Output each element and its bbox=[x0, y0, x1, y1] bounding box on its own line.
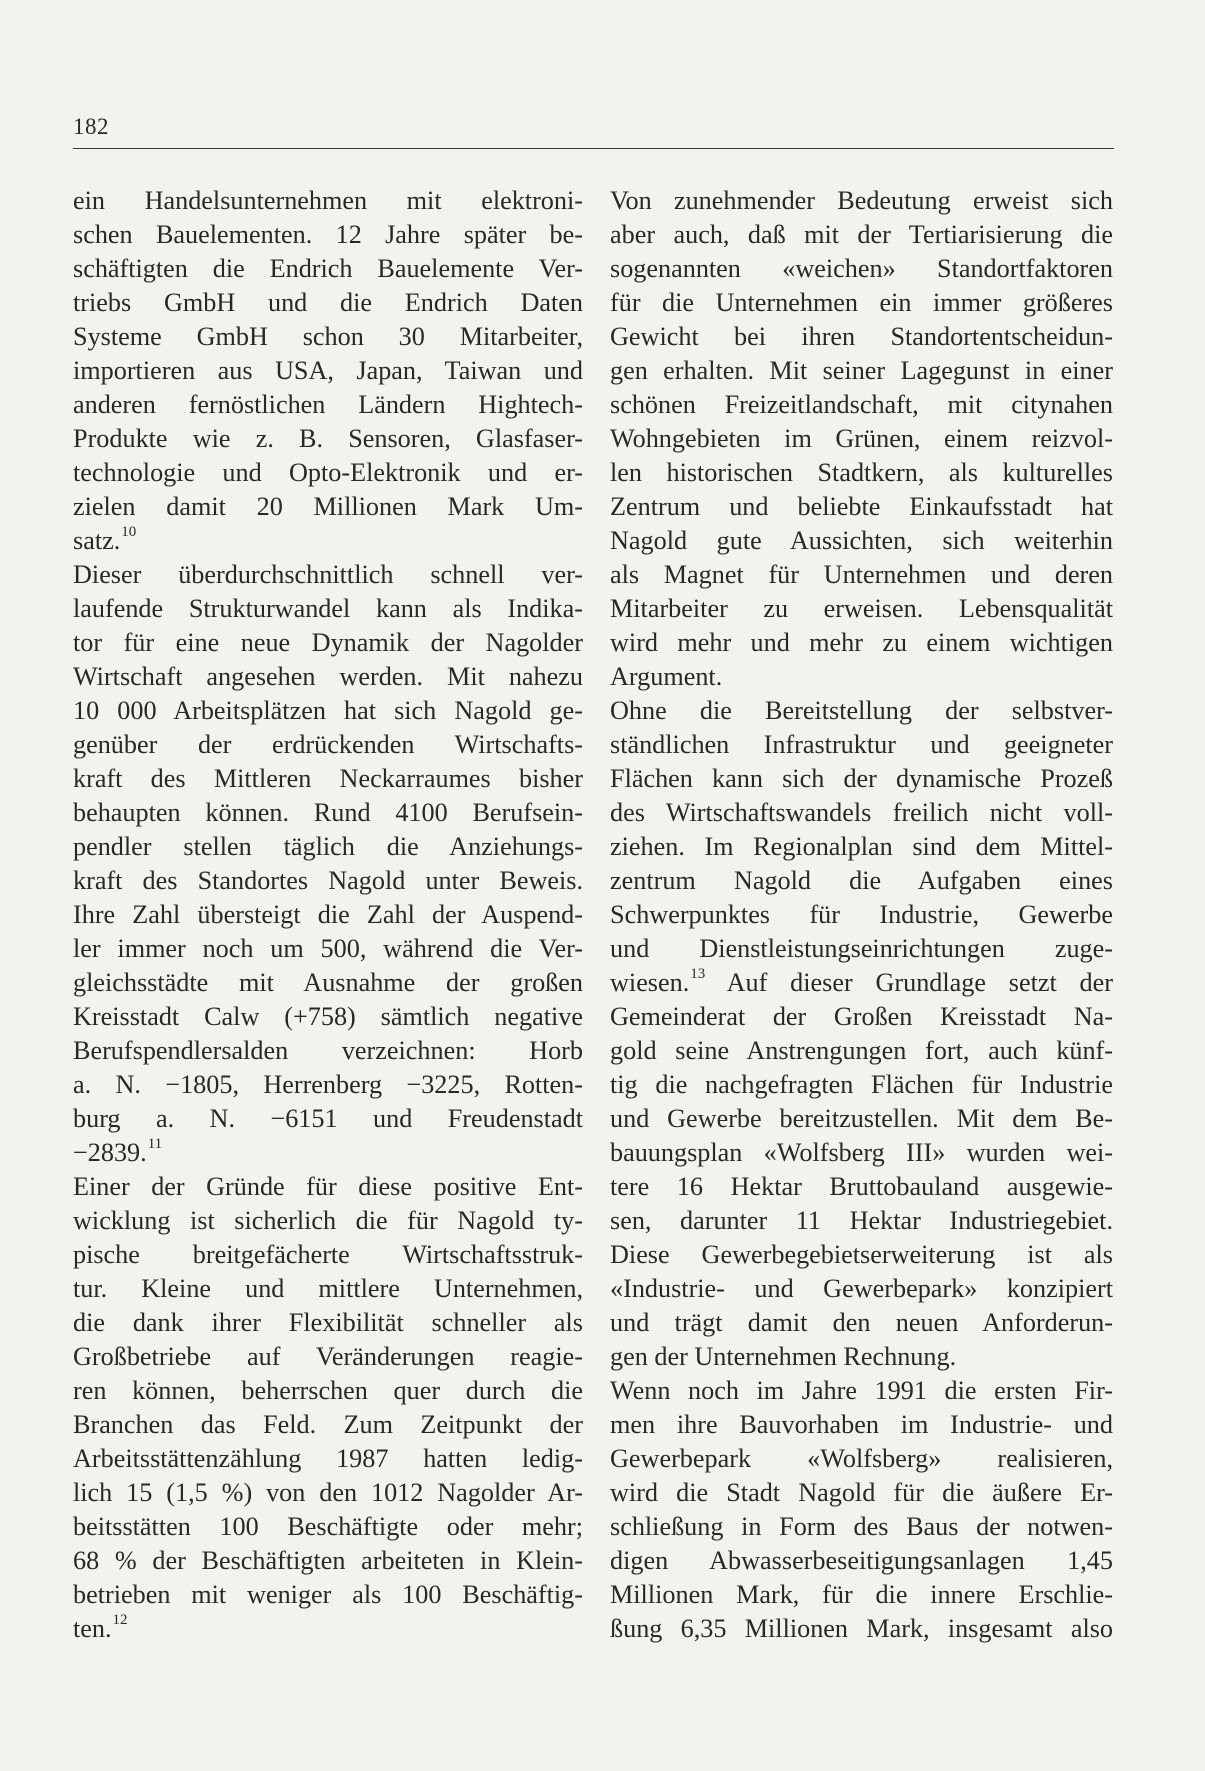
text-line-content: betrieben mit weniger als 100 Beschäftig- bbox=[73, 1580, 583, 1609]
text-line-content: −2839. bbox=[73, 1138, 147, 1167]
text-line bbox=[610, 184, 1113, 218]
text-line bbox=[73, 592, 583, 626]
text-line-content: die dank ihrer Flexibilität schneller als bbox=[73, 1308, 583, 1337]
text-line bbox=[73, 286, 583, 320]
text-line-content: genüber der erdrückenden Wirtschafts- bbox=[73, 730, 583, 759]
left-text-column bbox=[73, 184, 583, 1646]
text-line-content: kraft des Mittleren Neckarraumes bisher bbox=[73, 764, 583, 793]
text-line-content: schäftigten die Endrich Bauelemente Ver- bbox=[73, 254, 583, 283]
text-line bbox=[73, 694, 583, 728]
text-line-content: Produkte wie z. B. Sensoren, Glasfaser- bbox=[73, 424, 583, 453]
text-line bbox=[73, 1408, 583, 1442]
text-line-content: anderen fernöstlichen Ländern Hightech- bbox=[73, 390, 583, 419]
text-line-content: kraft des Standortes Nagold unter Beweis. bbox=[73, 866, 583, 895]
text-line-content: digen Abwasserbeseitigungsanlagen 1,45 bbox=[610, 1546, 1113, 1575]
text-line-content: Gewerbepark «Wolfsberg» realisieren, bbox=[610, 1444, 1113, 1473]
text-line-content: wird die Stadt Nagold für die äußere Er- bbox=[610, 1478, 1113, 1507]
text-line bbox=[610, 830, 1113, 864]
text-line-content: sen, darunter 11 Hektar Industriegebiet. bbox=[610, 1206, 1113, 1235]
text-line-content: triebs GmbH und die Endrich Daten bbox=[73, 288, 583, 317]
text-line-content: Von zunehmender Bedeutung erweist sich bbox=[610, 186, 1113, 215]
text-line bbox=[610, 626, 1113, 660]
text-line-content: wird mehr und mehr zu einem wichtigen bbox=[610, 628, 1113, 657]
text-line-content: Kreisstadt Calw (+758) sämtlich negative bbox=[73, 1002, 583, 1031]
text-line bbox=[610, 490, 1113, 524]
text-line-content: als Magnet für Unternehmen und deren bbox=[610, 560, 1113, 589]
text-line bbox=[610, 1340, 1113, 1374]
text-line bbox=[73, 1102, 583, 1136]
text-line bbox=[610, 1272, 1113, 1306]
footnote-marker: 10 bbox=[121, 524, 137, 540]
text-line bbox=[610, 524, 1113, 558]
text-line bbox=[73, 1442, 583, 1476]
text-line bbox=[73, 524, 583, 558]
text-line bbox=[73, 456, 583, 490]
text-line bbox=[610, 1000, 1113, 1034]
text-line bbox=[610, 1476, 1113, 1510]
text-line-content: gen der Unternehmen Rechnung. bbox=[610, 1342, 957, 1371]
text-line-content: Einer der Gründe für diese positive Ent- bbox=[73, 1172, 583, 1201]
text-line-content: tig die nachgefragten Flächen für Industrie bbox=[610, 1070, 1113, 1099]
text-line bbox=[73, 320, 583, 354]
text-line-content: für die Unternehmen ein immer größeres bbox=[610, 288, 1113, 317]
text-line-content: Wohngebieten im Grünen, einem reizvol- bbox=[610, 424, 1113, 453]
text-line bbox=[73, 1000, 583, 1034]
text-line-content: behaupten können. Rund 4100 Berufsein- bbox=[73, 798, 583, 827]
text-line bbox=[73, 966, 583, 1000]
text-line bbox=[73, 1340, 583, 1374]
text-line-content: ein Handelsunternehmen mit elektroni- bbox=[73, 186, 583, 215]
text-line-content: und Gewerbe bereitzustellen. Mit dem Be- bbox=[610, 1104, 1113, 1133]
text-line-content: pendler stellen täglich die Anziehungs- bbox=[73, 832, 583, 861]
text-line bbox=[610, 1102, 1113, 1136]
text-line-content: ßung 6,35 Millionen Mark, insgesamt also bbox=[610, 1614, 1113, 1643]
text-line-content: gleichsstädte mit Ausnahme der großen bbox=[73, 968, 583, 997]
header-rule bbox=[73, 148, 1114, 149]
text-line bbox=[73, 218, 583, 252]
text-line-content: Branchen das Feld. Zum Zeitpunkt der bbox=[73, 1410, 583, 1439]
text-line bbox=[73, 1034, 583, 1068]
text-line-content: beitsstätten 100 Beschäftigte oder mehr; bbox=[73, 1512, 583, 1541]
text-line bbox=[73, 422, 583, 456]
text-line-content: und Dienstleistungseinrichtungen zuge- bbox=[610, 934, 1113, 963]
text-line-content: Argument. bbox=[610, 662, 723, 691]
text-line bbox=[73, 1544, 583, 1578]
text-line bbox=[610, 1612, 1113, 1646]
text-line bbox=[610, 422, 1113, 456]
text-line-content: Berufspendlersalden verzeichnen: Horb bbox=[73, 1036, 583, 1065]
text-line-content: ren können, beherrschen quer durch die bbox=[73, 1376, 583, 1405]
text-line bbox=[73, 864, 583, 898]
text-line bbox=[610, 354, 1113, 388]
text-line-content: Wenn noch im Jahre 1991 die ersten Fir- bbox=[610, 1376, 1113, 1405]
text-line bbox=[610, 1374, 1113, 1408]
text-line bbox=[610, 864, 1113, 898]
text-line-content: 10 000 Arbeitsplätzen hat sich Nagold ge- bbox=[73, 696, 583, 725]
text-line bbox=[610, 1068, 1113, 1102]
text-line bbox=[610, 898, 1113, 932]
text-line-content: zielen damit 20 Millionen Mark Um- bbox=[73, 492, 583, 521]
text-line bbox=[610, 456, 1113, 490]
text-line bbox=[73, 1204, 583, 1238]
text-line-content: Ihre Zahl übersteigt die Zahl der Auspend- bbox=[73, 900, 583, 929]
text-line bbox=[610, 558, 1113, 592]
text-line bbox=[610, 694, 1113, 728]
text-line-content: a. N. −1805, Herrenberg −3225, Rotten- bbox=[73, 1070, 583, 1099]
text-line bbox=[73, 1578, 583, 1612]
text-line-content: 68 % der Beschäftigten arbeiteten in Klein- bbox=[73, 1546, 583, 1575]
text-line bbox=[610, 1408, 1113, 1442]
text-line bbox=[73, 762, 583, 796]
page-number: 182 bbox=[73, 114, 109, 139]
text-line-content: Millionen Mark, für die innere Erschlie- bbox=[610, 1580, 1113, 1609]
text-line bbox=[73, 932, 583, 966]
text-line bbox=[610, 1238, 1113, 1272]
right-text-column bbox=[610, 184, 1113, 1646]
text-line bbox=[73, 1272, 583, 1306]
text-line-content: gold seine Anstrengungen fort, auch künf- bbox=[610, 1036, 1113, 1065]
text-line-content: Zentrum und beliebte Einkaufsstadt hat bbox=[610, 492, 1113, 521]
text-line bbox=[73, 184, 583, 218]
text-line-content: tor für eine neue Dynamik der Nagolder bbox=[73, 628, 583, 657]
text-line bbox=[73, 728, 583, 762]
text-line bbox=[610, 320, 1113, 354]
text-line bbox=[610, 1544, 1113, 1578]
text-line-content: Wirtschaft angesehen werden. Mit nahezu bbox=[73, 662, 583, 691]
text-line-content: men ihre Bauvorhaben im Industrie- und bbox=[610, 1410, 1113, 1439]
text-line-content: ziehen. Im Regionalplan sind dem Mittel- bbox=[610, 832, 1113, 861]
text-line-content: burg a. N. −6151 und Freudenstadt bbox=[73, 1104, 583, 1133]
text-line-content: ten. bbox=[73, 1614, 112, 1643]
text-line bbox=[73, 558, 583, 592]
text-line-content: schen Bauelementen. 12 Jahre später be- bbox=[73, 220, 583, 249]
text-line bbox=[610, 1510, 1113, 1544]
text-line bbox=[73, 1170, 583, 1204]
text-line-content: technologie und Opto-Elektronik und er- bbox=[73, 458, 583, 487]
text-line bbox=[610, 218, 1113, 252]
text-line-content: aber auch, daß mit der Tertiarisierung die bbox=[610, 220, 1113, 249]
footnote-marker: 11 bbox=[147, 1136, 163, 1152]
text-line bbox=[610, 762, 1113, 796]
text-line bbox=[73, 660, 583, 694]
text-line-content: «Industrie- und Gewerbepark» konzipiert bbox=[610, 1274, 1113, 1303]
text-line bbox=[610, 796, 1113, 830]
text-line-content: lich 15 (1,5 %) von den 1012 Nagolder Ar- bbox=[73, 1478, 583, 1507]
text-line bbox=[73, 898, 583, 932]
text-line-content: Nagold gute Aussichten, sich weiterhin bbox=[610, 526, 1113, 555]
text-line-content: Ohne die Bereitstellung der selbstver- bbox=[610, 696, 1113, 725]
text-line bbox=[73, 1136, 583, 1170]
text-line bbox=[73, 252, 583, 286]
text-line bbox=[73, 626, 583, 660]
text-line bbox=[610, 1578, 1113, 1612]
text-line-content: ler immer noch um 500, während die Ver- bbox=[73, 934, 583, 963]
text-line-content: Diese Gewerbegebietserweiterung ist als bbox=[610, 1240, 1113, 1269]
text-line-content: Arbeitsstättenzählung 1987 hatten ledig- bbox=[73, 1444, 583, 1473]
text-line-content: zentrum Nagold die Aufgaben eines bbox=[610, 866, 1113, 895]
footnote-marker: 13 bbox=[690, 966, 706, 982]
text-line-content: sogenannten «weichen» Standortfaktoren bbox=[610, 254, 1113, 283]
text-line-content: Systeme GmbH schon 30 Mitarbeiter, bbox=[73, 322, 583, 351]
text-line-content: importieren aus USA, Japan, Taiwan und bbox=[73, 356, 583, 385]
text-line-content: gen erhalten. Mit seiner Lagegunst in einer bbox=[610, 356, 1113, 385]
text-line-content: Schwerpunktes für Industrie, Gewerbe bbox=[610, 900, 1113, 929]
text-line bbox=[73, 1510, 583, 1544]
text-line bbox=[73, 796, 583, 830]
text-line bbox=[610, 1170, 1113, 1204]
text-line bbox=[73, 388, 583, 422]
text-line-content: bauungsplan «Wolfsberg III» wurden wei- bbox=[610, 1138, 1113, 1167]
text-line-content: len historischen Stadtkern, als kulturelles bbox=[610, 458, 1113, 487]
text-line bbox=[610, 1204, 1113, 1238]
text-line bbox=[73, 1612, 583, 1646]
text-line-continuation: Auf dieser Grundlage setzt der bbox=[705, 968, 1113, 997]
text-line bbox=[73, 1306, 583, 1340]
text-line bbox=[610, 1136, 1113, 1170]
footnote-marker: 12 bbox=[112, 1612, 128, 1628]
text-line bbox=[610, 1306, 1113, 1340]
text-line bbox=[610, 966, 1113, 1000]
text-line bbox=[610, 388, 1113, 422]
text-line bbox=[610, 286, 1113, 320]
text-line-content: Mitarbeiter zu erweisen. Lebensqualität bbox=[610, 594, 1113, 623]
text-line-content: ständlichen Infrastruktur und geeigneter bbox=[610, 730, 1113, 759]
text-line-content: wiesen. bbox=[610, 968, 690, 997]
text-line-content: schönen Freizeitlandschaft, mit citynahen bbox=[610, 390, 1113, 419]
text-line-content: Flächen kann sich der dynamische Prozeß bbox=[610, 764, 1113, 793]
text-line-content: Dieser überdurchschnittlich schnell ver- bbox=[73, 560, 583, 589]
text-line bbox=[73, 830, 583, 864]
text-line bbox=[73, 1374, 583, 1408]
text-line bbox=[610, 660, 1113, 694]
text-line bbox=[73, 490, 583, 524]
text-line-content: Gemeinderat der Großen Kreisstadt Na- bbox=[610, 1002, 1113, 1031]
text-line bbox=[73, 1238, 583, 1272]
text-line bbox=[73, 354, 583, 388]
text-line bbox=[610, 1034, 1113, 1068]
text-line-content: Gewicht bei ihren Standortentscheidun- bbox=[610, 322, 1113, 351]
text-line-content: und trägt damit den neuen Anforderun- bbox=[610, 1308, 1113, 1337]
text-line-content: schließung in Form des Baus der notwen- bbox=[610, 1512, 1113, 1541]
text-line bbox=[73, 1068, 583, 1102]
text-line bbox=[610, 932, 1113, 966]
text-line bbox=[610, 592, 1113, 626]
text-line-content: Großbetriebe auf Veränderungen reagie- bbox=[73, 1342, 583, 1371]
text-line bbox=[610, 252, 1113, 286]
text-line-content: laufende Strukturwandel kann als Indika- bbox=[73, 594, 583, 623]
text-line-content: wicklung ist sicherlich die für Nagold ty- bbox=[73, 1206, 583, 1235]
text-line-content: tere 16 Hektar Bruttobauland ausgewie- bbox=[610, 1172, 1113, 1201]
text-line-content: pische breitgefächerte Wirtschaftsstruk- bbox=[73, 1240, 583, 1269]
text-line bbox=[610, 1442, 1113, 1476]
text-line-content: tur. Kleine und mittlere Unternehmen, bbox=[73, 1274, 583, 1303]
text-line bbox=[610, 728, 1113, 762]
text-line bbox=[73, 1476, 583, 1510]
text-line-content: des Wirtschaftswandels freilich nicht voll- bbox=[610, 798, 1113, 827]
text-line-content: satz. bbox=[73, 526, 121, 555]
